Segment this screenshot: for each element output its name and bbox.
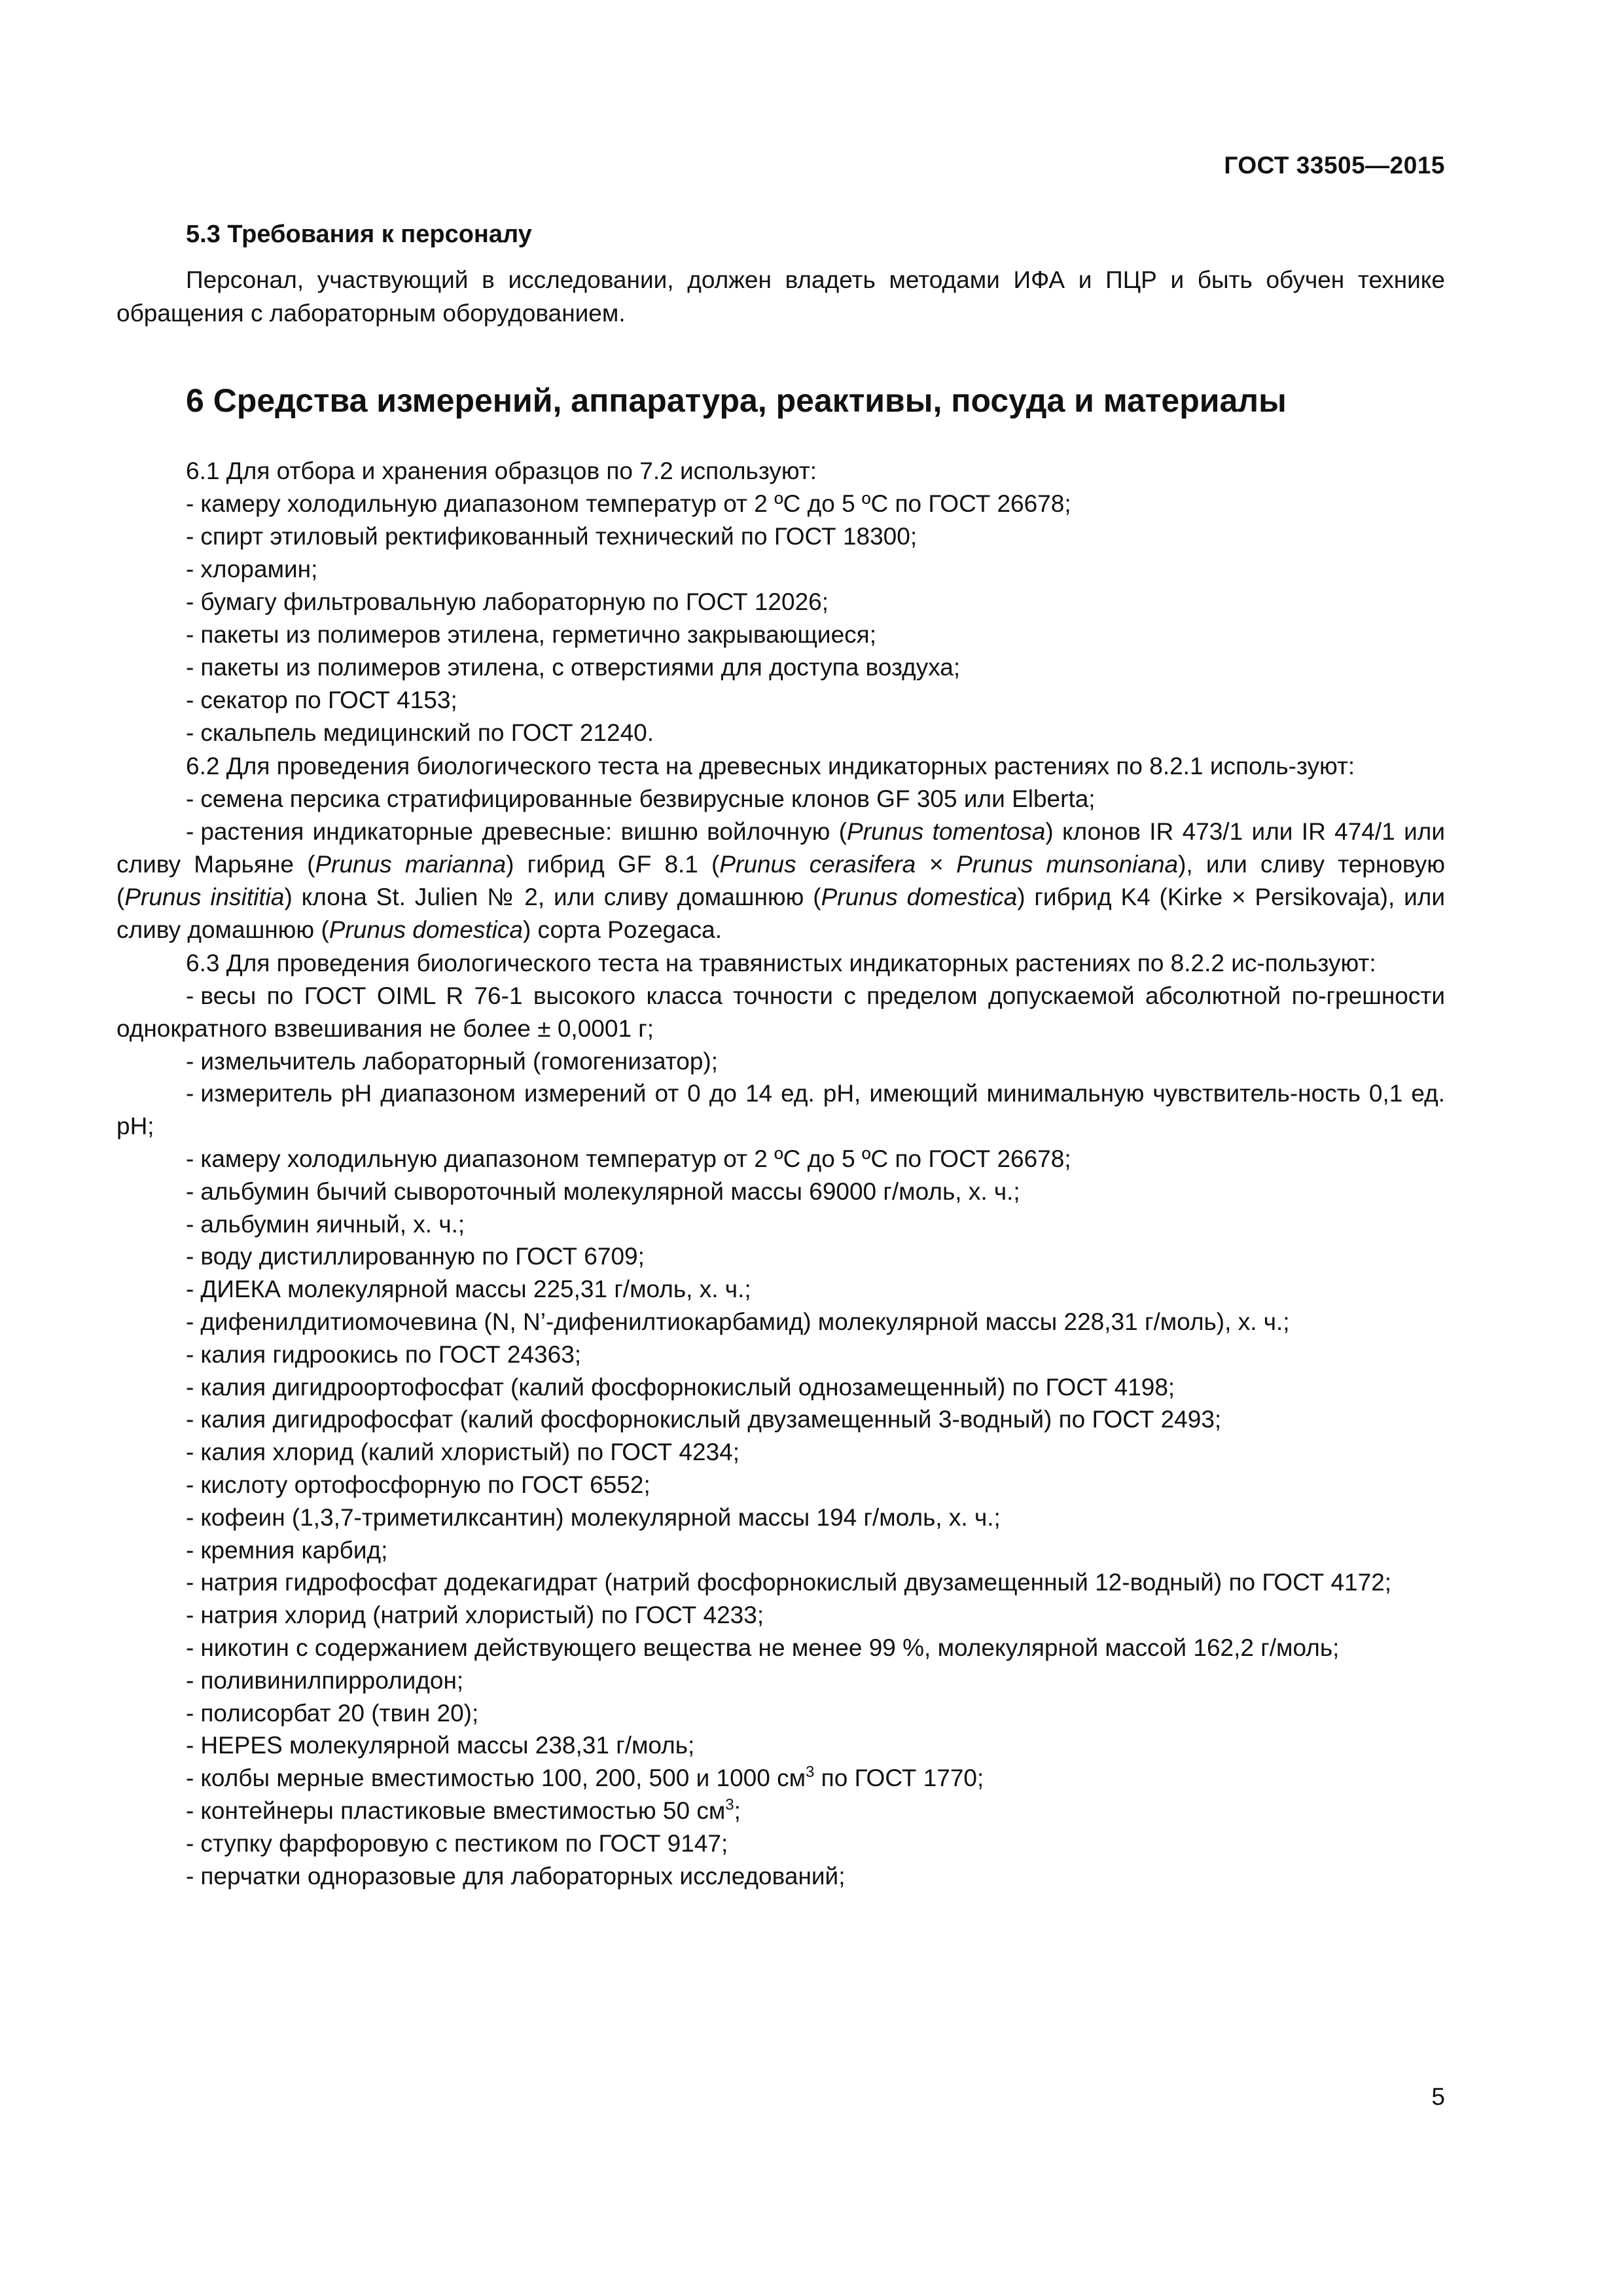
list-item: - калия хлорид (калий хлористый) по ГОСТ 4234; bbox=[186, 1439, 740, 1466]
list-item: - кофеин (1,3,7-триметилксантин) молекулярной массы 194 г/моль, х. ч.; bbox=[186, 1503, 1001, 1531]
list-item: - перчатки одноразовые для лабораторных исследований; bbox=[186, 1862, 846, 1890]
list-item: - кремния карбид; bbox=[186, 1536, 388, 1564]
list-item: - натрия хлорид (натрий хлористый) по ГОСТ 4233; bbox=[186, 1602, 764, 1629]
list-item: - скальпель медицинский по ГОСТ 21240. bbox=[186, 719, 654, 746]
list-item: - секатор по ГОСТ 4153; bbox=[186, 687, 457, 713]
list-item: - HEPES молекулярной массы 238,31 г/моль; bbox=[186, 1732, 695, 1759]
clause-6-3-list bbox=[116, 980, 1445, 1892]
page-number: 5 bbox=[1431, 2083, 1445, 2110]
document-code: ГОСТ 33505—2015 bbox=[1224, 152, 1445, 179]
list-item: - альбумин яичный, х. ч.; bbox=[186, 1210, 465, 1238]
clause-6-1-list bbox=[116, 488, 1445, 749]
list-item: - дифенилдитиомочевина (N, N’-дифенилтиокарбамид) молекулярной массы 228,31 г/моль), х. ч.; bbox=[186, 1308, 1290, 1335]
page-body bbox=[116, 141, 1445, 1892]
list-item: - натрия гидрофосфат додекагидрат (натрий фосфорнокислый двузамещенный 12-водный) по ГОСТ 4172; bbox=[186, 1569, 1392, 1596]
list-item: - измельчитель лабораторный (гомогенизатор); bbox=[186, 1047, 719, 1075]
list-item: - кислоту ортофосфорную по ГОСТ 6552; bbox=[186, 1471, 651, 1498]
list-item: - спирт этиловый ректификованный технический по ГОСТ 18300; bbox=[186, 523, 918, 550]
clause-6-1-lead: 6.1 Для отбора и хранения образцов по 7.2 используют: bbox=[186, 457, 817, 484]
list-item: - ступку фарфоровую с пестиком по ГОСТ 9147; bbox=[186, 1829, 728, 1857]
section-6-title: 6 Средства измерений, аппаратура, реактивы, посуда и материалы bbox=[186, 382, 1287, 419]
clause-6-2-lead: 6.2 Для проведения биологического теста на древесных индикаторных растениях по 8.2.1 исполь-зуют: bbox=[186, 753, 1355, 780]
list-item: - камеру холодильную диапазоном температур от 2 ºС до 5 ºС по ГОСТ 26678; bbox=[186, 490, 1071, 517]
list-item-containers: - контейнеры пластиковые вместимостью 50 $см^3$; bbox=[186, 1795, 741, 1824]
list-item: - хлорамин; bbox=[186, 556, 318, 583]
list-item-flasks: - колбы мерные вместимостью 100, 200, 500 и 1000 $см^3$ по ГОСТ 1770; bbox=[186, 1763, 984, 1792]
list-item: - пакеты из полимеров этилена, с отверстиями для доступа воздуха; bbox=[186, 654, 961, 681]
list-item: - камеру холодильную диапазоном температур от 2 ºС до 5 ºС по ГОСТ 26678; bbox=[186, 1145, 1071, 1172]
list-item: - пакеты из полимеров этилена, герметично закрывающиеся; bbox=[186, 621, 876, 648]
list-item: - бумагу фильтровальную лабораторную по ГОСТ 12026; bbox=[186, 588, 829, 615]
list-item: - альбумин бычий сывороточный молекулярной массы 69000 г/моль, х. ч.; bbox=[186, 1177, 1020, 1205]
clause-6-2-list bbox=[116, 783, 1445, 946]
list-item: - поливинилпирролидон; bbox=[186, 1666, 464, 1694]
list-item: - воду дистиллированную по ГОСТ 6709; bbox=[186, 1243, 645, 1270]
list-item: - калия гидроокись по ГОСТ 24363; bbox=[186, 1340, 582, 1368]
list-item: - полисорбат 20 (твин 20); bbox=[186, 1699, 479, 1727]
list-item: - весы по ГОСТ OIML R 76-1 высокого класса точности с пределом допускаемой абсолютной по-грешности однократного взвешивания не более ± 0,0001 г; bbox=[116, 982, 1445, 1042]
list-item: - калия дигидроортофосфат (калий фосфорнокислый однозамещенный) по ГОСТ 4198; bbox=[186, 1373, 1175, 1401]
clause-6-3-lead: 6.3 Для проведения биологического теста на травянистых индикаторных растениях по 8.2.2 ис-пользуют: bbox=[186, 950, 1376, 977]
list-item: - семена персика стратифицированные безвирусные клонов GF 305 или Elberta; bbox=[186, 785, 1096, 812]
list-item: - калия дигидрофосфат (калий фосфорнокислый двузамещенный 3-водный) по ГОСТ 2493; bbox=[186, 1406, 1222, 1433]
section-5-3-text: Персонал, участвующий в исследовании, должен владеть методами ИФА и ПЦР и быть обучен технике обращения с лабораторным оборудованием. bbox=[116, 266, 1445, 327]
list-item: - ДИЕКА молекулярной массы 225,31 г/моль, х. ч.; bbox=[186, 1276, 751, 1303]
list-item: - измеритель pH диапазоном измерений от 0 до 14 ед. pH, имеющий минимальную чувствитель-ность 0,1 ед. pH; bbox=[116, 1080, 1445, 1140]
section-5-3-title: 5.3 Требования к персоналу bbox=[186, 221, 532, 248]
list-item: - никотин с содержанием действующего вещества не менее 99 %, молекулярной массой 162,2 г/моль; bbox=[186, 1634, 1340, 1661]
list-item-indicator-plants: - растения индикаторные древесные: вишню войлочную (Prunus tomentosa) клонов IR 473/1 или IR 474/1 или сливу Марьяне (Prunus marianna) гибрид GF 8.1 (Prunus cerasifera × Prunus munsoniana), или сливу терновую (Prunus insititia) клона St. Julien № 2, или сливу домашнюю (Prunus domestica) гибрид K4 (Kirke × Persikovaja), или сливу домашнюю (Prunus domestica) сорта Pozegaca. bbox=[116, 818, 1445, 943]
